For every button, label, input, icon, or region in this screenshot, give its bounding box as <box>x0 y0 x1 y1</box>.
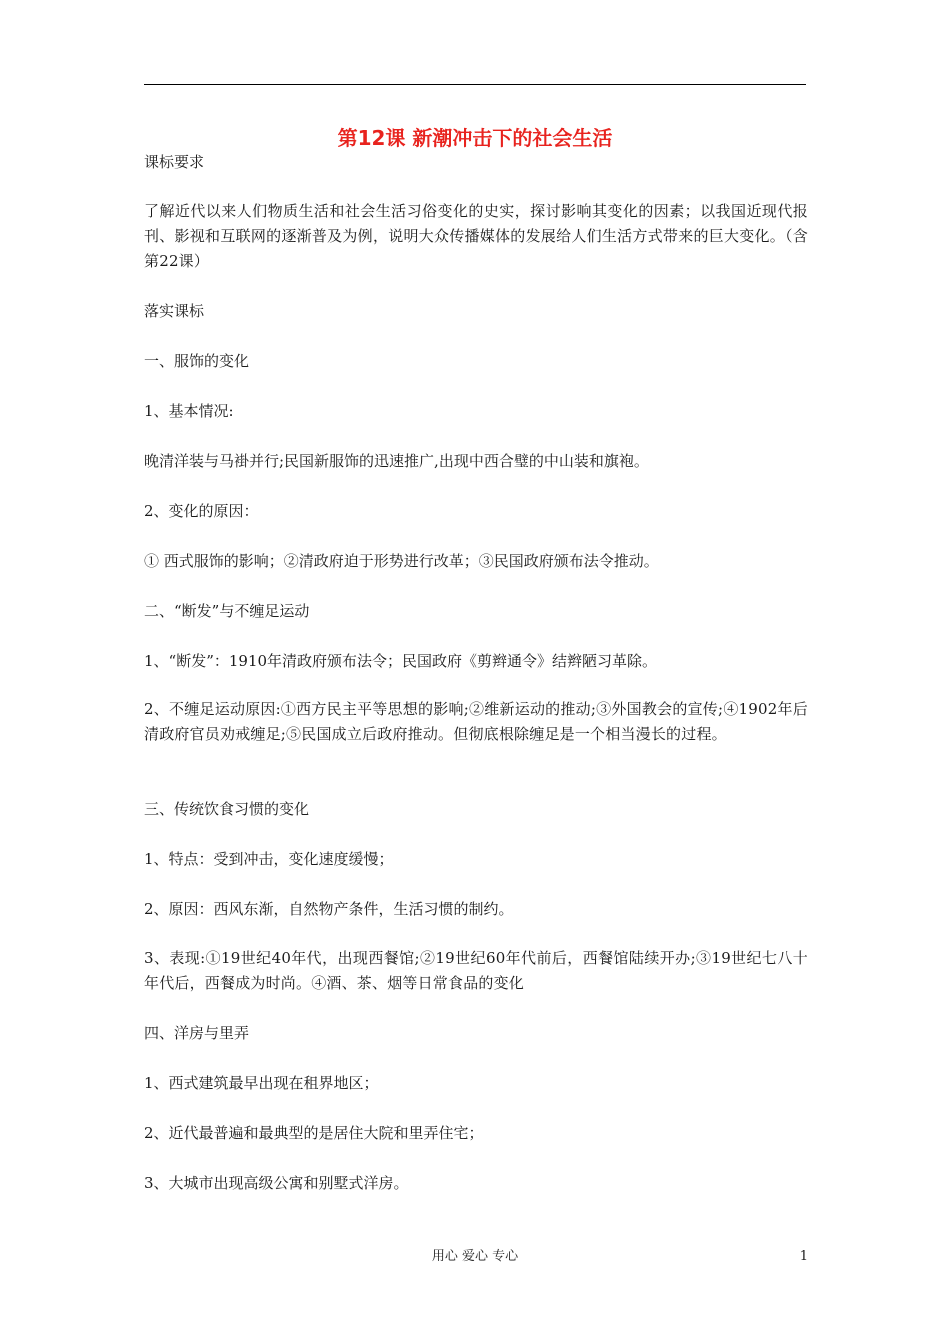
section-4-item-3: 3、大城市出现高级公寓和别墅式洋房。 <box>144 1174 409 1192</box>
section-3-item-2: 2、原因：西风东渐，自然物产条件，生活习惯的制约。 <box>144 900 514 918</box>
header-rule <box>144 84 806 85</box>
section-4-heading: 四、洋房与里弄 <box>144 1024 250 1042</box>
section-4-item-1: 1、西式建筑最早出现在租界地区； <box>144 1074 379 1092</box>
section-1-item-2-label: 2、变化的原因： <box>144 502 259 520</box>
section-1-heading: 一、服饰的变化 <box>144 352 250 370</box>
section-2-item-2: 2、不缠足运动原因:①西方民主平等思想的影响;②维新运动的推动;③外国教会的宣传;④1902年后清政府官员劝戒缠足;⑤民国成立后政府推动。但彻底根除缠足是一个相当漫长的过程。 <box>144 700 808 743</box>
section-1-item-1-text: 晚清洋装与马褂并行;民国新服饰的迅速推广,出现中西合璧的中山装和旗袍。 <box>144 452 649 470</box>
section-2-item-1: 1、“断发”：1910年清政府颁布法令；民国政府《剪辫通令》结辫陋习革除。 <box>144 652 658 670</box>
curriculum-paragraph: 了解近代以来人们物质生活和社会生活习俗变化的史实，探讨影响其变化的因素；以我国近现代报刊、影视和互联网的逐渐普及为例，说明大众传播媒体的发展给人们生活方式带来的巨大变化。（含第22课） <box>144 202 808 270</box>
implement-heading: 落实课标 <box>144 302 205 320</box>
section-2-heading: 二、“断发”与不缠足运动 <box>144 602 310 620</box>
section-3-heading: 三、传统饮食习惯的变化 <box>144 800 310 818</box>
lesson-title: 第12课 新潮冲击下的社会生活 <box>337 126 613 150</box>
section-4-item-2: 2、近代最普遍和最典型的是居住大院和里弄住宅； <box>144 1124 484 1142</box>
curriculum-heading: 课标要求 <box>144 153 205 171</box>
section-3-item-1: 1、特点：受到冲击，变化速度缓慢； <box>144 850 394 868</box>
section-1-item-2-text: ① 西式服饰的影响；②清政府迫于形势进行改革；③民国政府颁布法令推动。 <box>144 552 659 570</box>
section-1-item-1-label: 1、基本情况: <box>144 402 234 420</box>
page-number: 1 <box>799 1249 808 1264</box>
section-3-item-3: 3、表现:①19世纪40年代，出现西餐馆;②19世纪60年代前后，西餐馆陆续开办;③19世纪七八十年代后，西餐成为时尚。④酒、茶、烟等日常食品的变化 <box>144 949 808 992</box>
footer-motto: 用心 爱心 专心 <box>431 1249 519 1264</box>
